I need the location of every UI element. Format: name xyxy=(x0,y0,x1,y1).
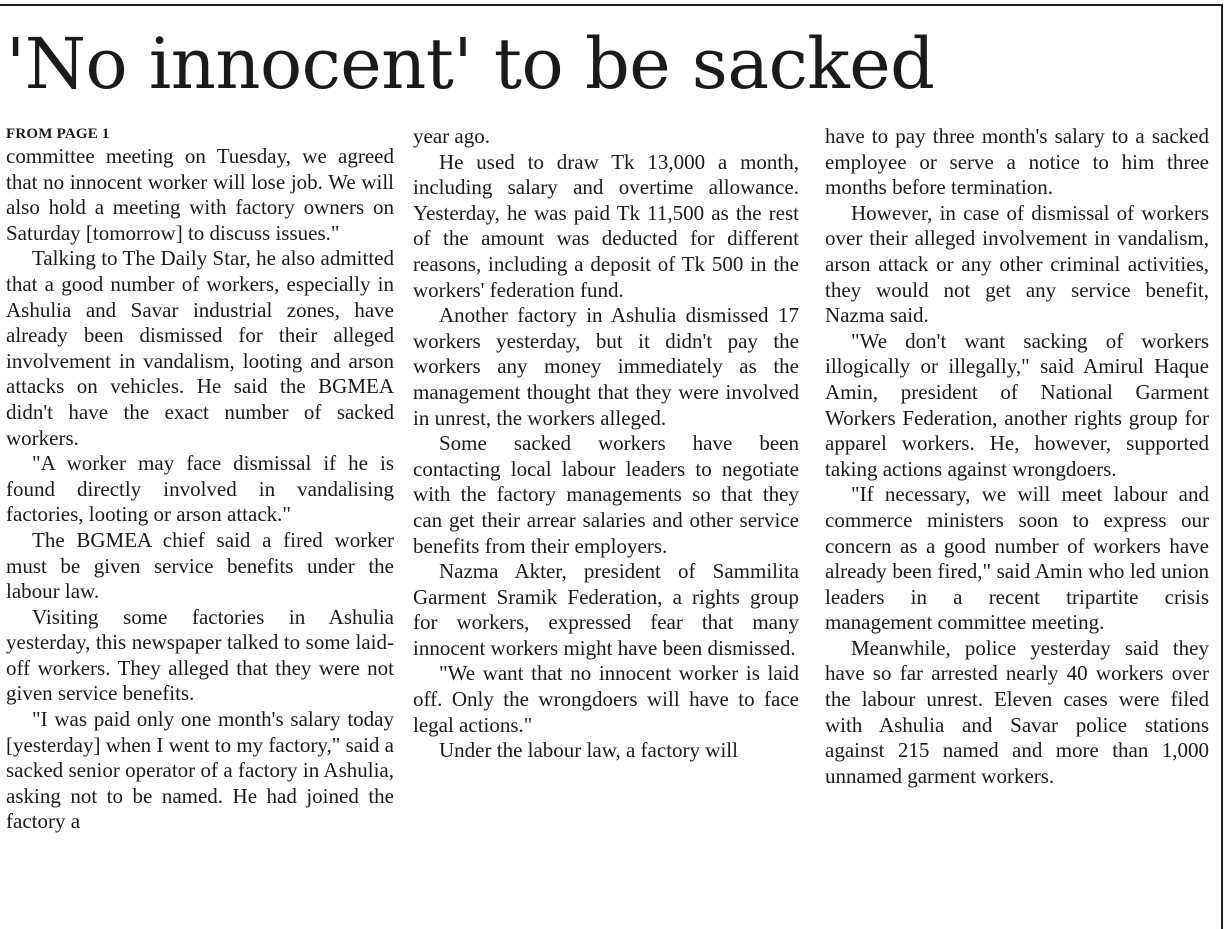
right-border-rule xyxy=(1221,4,1223,929)
paragraph: He used to draw Tk 13,000 a month, including salary and overtime allowance. Yesterday, he was paid Tk 11,500 as the rest of the amount was deducted for different reasons, including a deposit of Tk 500 in the workers' federation fund. xyxy=(413,149,799,302)
paragraph: The BGMEA chief said a fired worker must be given service benefits under the labour law. xyxy=(6,527,394,604)
column-3 xyxy=(825,124,1209,789)
paragraph: committee meeting on Tuesday, we agreed that no innocent worker will lose job. We will also hold a meeting with factory owners on Saturday [tomorrow] to discuss issues." xyxy=(6,144,394,245)
paragraph: "A worker may face dismissal if he is found directly involved in vandalising factories, looting or arson attack." xyxy=(6,451,394,527)
paragraph: Some sacked workers have been contacting local labour leaders to negotiate with the factory managements so that they can get their arrear salaries and other service benefits from their employers. xyxy=(413,431,799,558)
paragraph: Visiting some factories in Ashulia yesterday, this newspaper talked to some laid-off workers. They alleged that they were not given service benefits. xyxy=(6,604,394,706)
paragraph: Another factory in Ashulia dismissed 17 workers yesterday, but it didn't pay the workers any money immediately as the management thought that they were involved in unrest, the workers alleged. xyxy=(413,303,799,430)
paragraph: have to pay three month's salary to a sacked employee or serve a notice to him three months before termination. xyxy=(825,124,1209,200)
paragraph: year ago. xyxy=(413,124,490,148)
column-2 xyxy=(413,124,799,764)
top-border-rule xyxy=(0,4,1222,6)
paragraph: Under the labour law, a factory will xyxy=(439,738,738,763)
paragraph: "If necessary, we will meet labour and commerce ministers soon to express our concern as a good number of workers have already been fired," said Amin who led union leaders in a recent tripartite crisis management committee meeting. xyxy=(825,482,1209,635)
paragraph: However, in case of dismissal of workers over their alleged involvement in vandalism, arson attack or any other criminal activities, they would not get any service benefit, Nazma said. xyxy=(825,200,1209,328)
paragraph: Talking to The Daily Star, he also admitted that a good number of workers, especially in Ashulia and Savar industrial zones, have already been dismissed for their alleged involvement in vandalism, looting and arson attacks on vehicles. He said the BGMEA didn't have the exact number of sacked workers. xyxy=(6,246,394,450)
paragraph: Meanwhile, police yesterday said they have so far arrested nearly 40 workers over the labour unrest. Eleven cases were filed with Ashulia and Savar police stations against 215 named and more than 1,000 unnamed garment workers. xyxy=(825,635,1209,788)
paragraph: "We want that no innocent worker is laid off. Only the wrongdoers will have to face legal actions." xyxy=(413,661,799,737)
paragraph: Nazma Akter, president of Sammilita Garment Sramik Federation, a rights group for workers, expressed fear that many innocent workers might have been dismissed. xyxy=(413,559,799,660)
kicker: FROM PAGE 1 xyxy=(6,126,110,142)
paragraph: "We don't want sacking of workers illogically or illegally," said Amirul Haque Amin, president of National Garment Workers Federation, another rights group for apparel workers. He, however, supported taking actions against wrongdoers. xyxy=(825,328,1209,481)
paragraph: "I was paid only one month's salary today [yesterday] when I went to my factory," said a sacked senior operator of a factory in Ashulia, asking not to be named. He had joined the factory a xyxy=(6,707,394,834)
headline: 'No innocent' to be sacked xyxy=(6,23,935,105)
column-1 xyxy=(6,124,394,835)
